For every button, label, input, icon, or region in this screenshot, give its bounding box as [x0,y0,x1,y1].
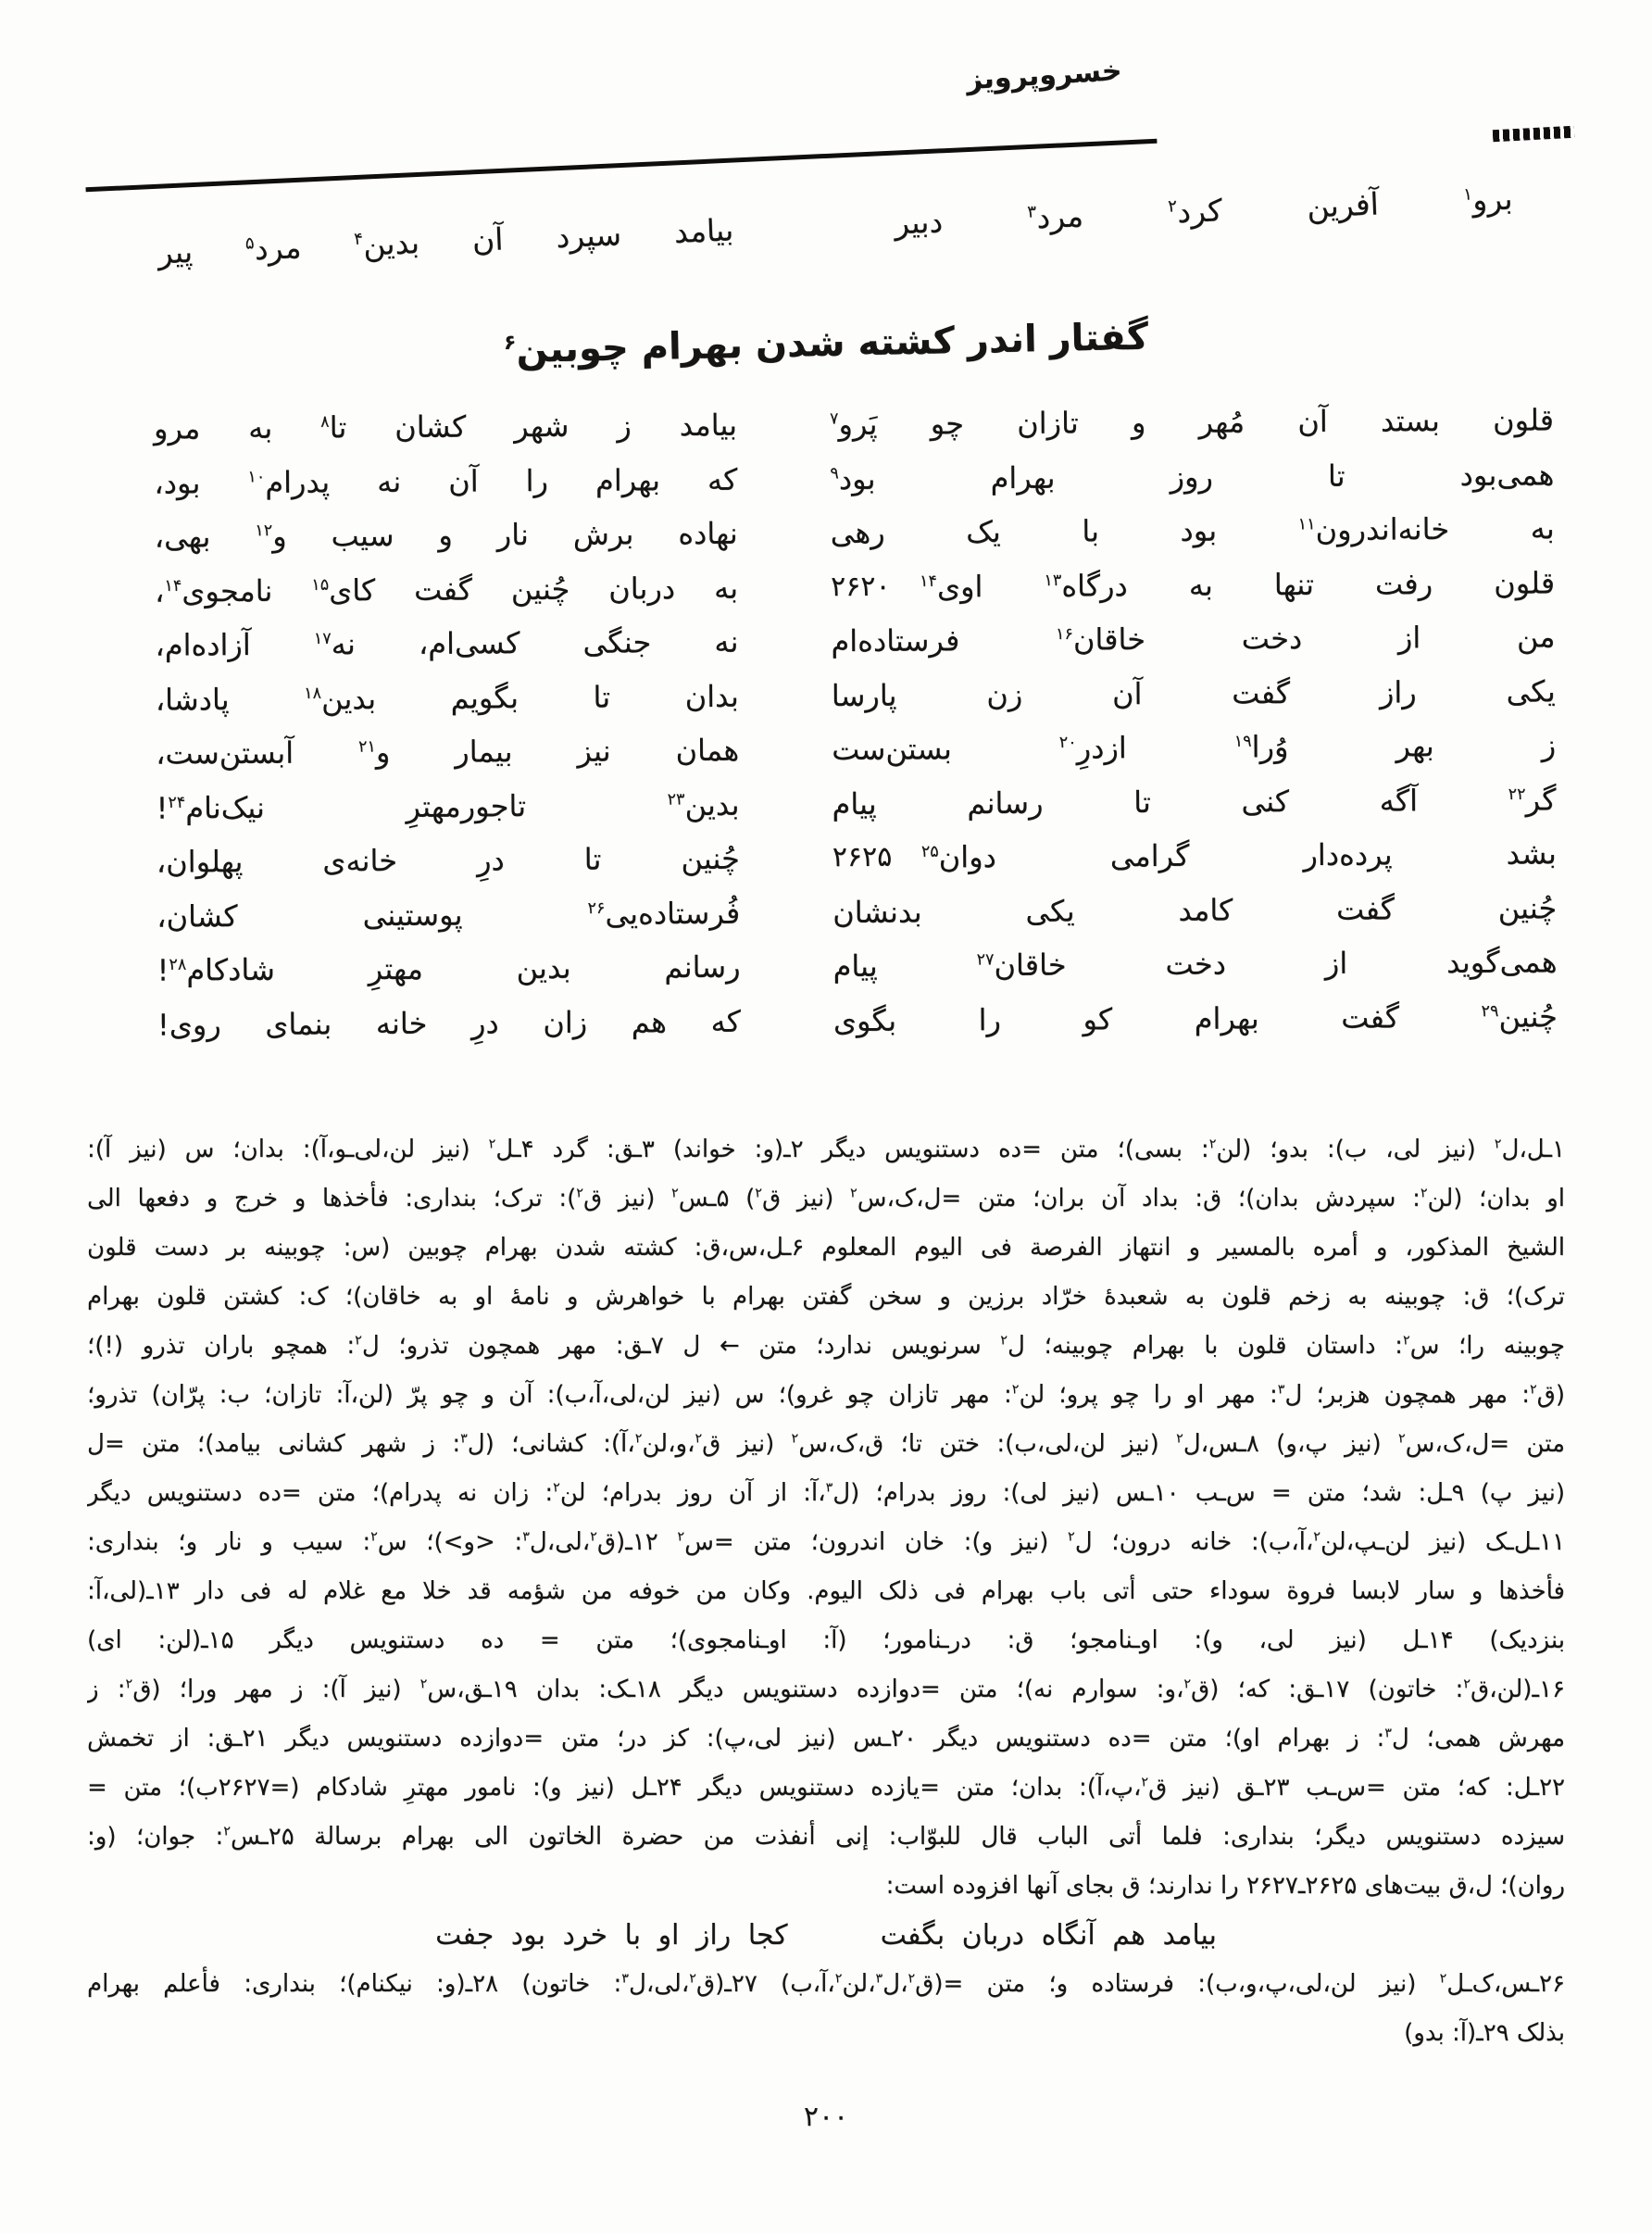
footnote-marker: ۳ [875,1971,883,1987]
apparatus-inset-verse [87,1911,1565,1960]
footnote-marker: ۲۰ [1058,733,1077,753]
footnote-marker: ۲ [1068,1529,1075,1545]
hemistich-right [832,726,1556,768]
verse-line [156,943,1557,1006]
hemistich-right [832,781,1556,822]
hemistich-left: نهاده برش نار و سیب و$^{۱۲}$ بهی، [154,515,738,555]
footnote-marker: ۲ [370,1529,378,1545]
footnote-marker: ۲ [1183,1676,1192,1692]
footnote-marker: ۲ [791,1431,799,1447]
footnote-marker: ۲۳ [667,789,685,810]
hemistich-right [831,618,1555,659]
footnote-marker: ۱۹ [1233,732,1252,751]
footnote-marker: ۲ [1313,1529,1320,1545]
footnote-marker: ۲ [355,1333,362,1349]
footnote-marker: ۱۲ [255,521,273,541]
apparatus-line: متن =ل،ک،س$^۲$ (نیز پ،و) ۸ـس،ل$^۲$ (نیز لن،لی،ب): ختن تا؛ ق،ک،س$^۲$ (نیز ق$^۲$،و،لن$^۲$،آ): کشانی؛ (ل$^۳$: ز شهر کشانی بیامد)؛ متن =ل [87,1430,1565,1458]
hemistich-right [831,564,1555,606]
footnote-marker: ۲۹ [1481,1001,1499,1021]
hemistich-right [830,401,1554,443]
hemistich-left: بدین$^{۲۳}$ تاجورمهترِ نیک‌نام$^{۲۴}$! [156,786,740,826]
footnote-marker: ۲ [576,1186,583,1201]
hemistich-left: که بهرام را آن نه پدرام$^{۱۰}$ بود، [154,461,738,501]
footnote-marker: ۲ [1463,1676,1471,1692]
footnote-marker: ۲ [1420,1186,1428,1201]
footnote-marker: ۶ [503,331,517,355]
section-title: گفتار اندر کشته شدن بهرام چوبین$^۶$ [503,315,1149,372]
apparatus-line: او بدان؛ (لن$^۲$: سپردش بدان)؛ ق: بداد آن بران؛ متن =ل،ک،س$^۲$ (نیز ق$^۲$) ۵ـس$^۲$ (نیز ق$^۲$): ترک؛ بنداری: فأخذها و خرج و دفعها الی [87,1185,1565,1212]
footnote-marker: ۲ [671,1186,679,1201]
verse-line [154,401,1554,464]
hemistich-right [832,672,1556,714]
hemistich-right-text: بشد پرده‌دار گرامی دوان$^{۲۵}$ [920,835,1557,875]
footnote-marker: ۲ [1141,1775,1149,1790]
footnote-marker: ۲ [1176,1431,1183,1447]
hemistich-left: بدان تا بگویم بدین$^{۱۸}$ پادشا، [155,678,739,718]
hemistich-left: چُنین تا درِ خانه‌ی پهلوان، [156,840,740,880]
footnote-marker: ۲ [223,1824,231,1839]
footnote-marker: ۲ [125,1676,133,1692]
footnote-marker: ۲۲ [1508,784,1526,804]
footnote-marker: ۹ [830,463,839,483]
poem-block [154,401,1558,1060]
apparatus-line: مهرش همی؛ ل$^۳$: ز بهرام او)؛ متن =ده دستنویس دیگر ۲۰ـس (نیز لی،پ): کز در؛ متن =دوازده دستنویس دیگر ۲۱ـق: از تخمش [87,1725,1565,1752]
hemistich-right-text: چُنین گفت کامد یکی بدنشان [832,889,1558,930]
hemistich-right-text: همی‌گوید از دخت خاقان$^{۲۷}$ پیام [832,944,1558,985]
opening-couplet-hemistich-left: بیامد سپرد آن بدین$^۴$ مرد$^۵$ پیر [156,211,734,271]
hemistich-right-text: به خانه‌اندرون$^{۱۱}$ بود با یک رهی [830,510,1555,551]
footnote-marker: ۲ [553,1480,560,1496]
hemistich-left: که هم زان درِ خانه بنمای روی! [156,1003,742,1043]
footnote-marker: ۲ [1402,1333,1410,1349]
hemistich-right [831,509,1555,551]
footnote-marker: ۲ [634,1431,643,1447]
hemistich-right [830,456,1554,497]
apparatus-line: روان)؛ ل،ق بیت‌های ۲۶۲۵ـ۲۶۲۷ را ندارند؛ ق بجای آنها افزوده است: [885,1872,1565,1900]
verse-line [156,835,1557,897]
footnote-marker: ۲ [1208,1136,1217,1152]
footnote-marker: ۲ [677,1529,685,1545]
verse-line [154,456,1554,519]
opening-couplet [157,181,1513,271]
verse-line [155,618,1555,681]
footnote-marker: ۲ [1397,1431,1406,1447]
footnote-marker: ۳ [621,1971,629,1987]
footnote-marker: ۳ [1026,202,1037,222]
hemistich-left: به دربان چُنین گفت کای$^{۱۵}$ نامجوی$^{۱۴}$، [154,570,739,609]
hemistich-right-text: گر$^{۲۲}$ آگه کنی تا رسانم پیام [832,781,1557,822]
hemistich-left: همان نیز بیمار و$^{۲۱}$ آبستن‌ست، [156,732,740,772]
hemistich-right-text: قلون رفت تنها به درگاه$^{۱۳}$ اوی$^{۱۴}$ [919,564,1556,604]
scan-edge-artifact [1493,126,1575,143]
footnote-marker: ۸ [320,412,330,432]
apparatus-line: ۱ـل،ل$^۲$ (نیز لی، ب): بدو؛ (لن$^۲$: بسی)؛ متن =ده دستنویس دیگر ۲ـ(و: خواند) ۳ـق: گرد ۴ـل$^۲$ (نیز لن،لی‌ـو،آ): بدان؛ س (نیز آ): [87,1136,1565,1163]
footnote-marker: ۲ [834,1971,843,1987]
footnote-marker: ۲ [1494,1136,1502,1152]
hemistich-left: نه جنگی کسی‌ام، نه$^{۱۷}$ آزاده‌ام، [155,623,739,663]
footnote-marker: ۱۱ [1297,515,1316,534]
hemistich-left: رسانم بدین مهترِ شادکام$^{۲۸}$! [156,948,741,988]
footnote-marker: ۷ [829,409,839,429]
footnote-marker: ۲ [1000,1333,1007,1349]
apparatus-line: بنزدیک) ۱۴ـل (نیز لی، و): اوـنامجو؛ ق: درـنامور؛ (آ: اوـنامجوی)؛ متن = ده دستنویس دیگر ۱۵ـ(لن: ای) [87,1626,1565,1654]
footnote-marker: ۲ [488,1136,496,1152]
page-number: ۲۰۰ [803,2101,849,2133]
hemistich-right [832,889,1557,931]
hemistich-right [832,943,1557,985]
verse-line [156,672,1556,735]
footnote-marker: ۲ [419,1676,428,1692]
hemistich-right [833,998,1558,1039]
footnote-marker: ۱۶ [1055,624,1073,645]
footnote-marker: ۲۱ [357,737,376,757]
footnote-marker: ۲ [850,1186,857,1201]
footnote-marker: ۲ [689,1971,696,1987]
apparatus-line: (ق$^۲$: مهر همچون هزبر؛ ل$^۳$: مهر او را چو پرو؛ لن$^۲$: مهر تازان چو غرو)؛ س (نیز لن،لی،آ،ب): آن و چو پرّ (لن،آ: تازان؛ ب: پرّان) تذرو؛ [87,1381,1565,1409]
footnote-marker: ۱۴ [919,571,937,591]
footnote-marker: ۳ [1384,1726,1392,1741]
apparatus-line: چوبینه را؛ س$^۲$: داستان قلون با بهرام چوبینه؛ ل$^۲$ سرنویس ندارد؛ متن ← ل ۷ـق: مهر همچون تذرو؛ ل$^۲$: همچو باران تذرو (!)؛ [87,1332,1565,1360]
hemistich-right-text: من از دخت خاقان$^{۱۶}$ فرستاده‌ام [831,619,1556,659]
footnote-marker: ۲ [755,1186,762,1201]
footnote-marker: ۲۷ [976,950,995,970]
footnote-marker: ۱۰ [247,467,266,486]
apparatus-line: بذلک ۲۹ـ(آ: بدو) [1404,2019,1565,2047]
hemistich-right-text: یکی راز گفت آن زن پارسا [831,672,1556,713]
footnote-marker: ۲ [1529,1382,1537,1398]
hemistich-right-text: چُنین$^{۲۹}$ گفت بهرام کو را بگوی [832,998,1558,1038]
verse-number: ۲۶۲۵ [832,840,893,874]
inset-verse-hemistich-right: بیامد هم آنگاه دربان بگفت [880,1919,1217,1952]
hemistich-right [832,835,1557,876]
footnote-marker: ۱۷ [313,629,332,648]
footnote-marker: ۱۴ [164,576,182,596]
opening-couplet-hemistich-right: برو$^۱$ آفرین کرد$^۲$ مرد$^۳$ دبیر [894,180,1514,242]
hemistich-right-text: قلون بستد آن مُهر و تازان چو پَرو$^۷$ [829,402,1555,443]
footnote-marker: ۲ [1439,1971,1447,1987]
apparatus-line: سیزده دستنویس دیگر؛ بنداری: فلما أتی الباب قال للبوّاب: إنی أنفذت من حضرة الخاتون الی بهرام برسالة ۲۵ـس$^۲$: جوان؛ (و: [87,1823,1565,1851]
footnote-marker: ۳ [825,1480,833,1496]
footnote-marker: ۲ [1167,196,1178,217]
apparatus-line: ۱۱ـل‌ـک (نیز لن‌ـپ،لن$^۲$،آ،ب): خانه درون؛ ل$^۲$ (نیز و): خان اندرون؛ متن =س$^۲$ ۱۲ـ(ق$^۲$،لی،ل$^۳$: <و>)؛ س$^۲$: سیب و نار و؛ بنداری: [87,1528,1565,1556]
verse-line [156,889,1557,952]
verse-line [155,564,1555,627]
hemistich-left: فُرستاده‌یی$^{۲۶}$ پوستینی کشان، [156,895,741,935]
verse-number: ۲۶۲۰ [830,570,891,603]
header-rule [85,139,1157,193]
verse-line [155,509,1555,572]
footnote-marker: ۲۶ [587,898,606,918]
footnote-marker: ۳ [460,1431,468,1447]
footnote-marker: ۲۸ [169,955,187,974]
footnote-marker: ۱ [1462,184,1473,205]
footnote-marker: ۱۸ [304,684,322,703]
hemistich-left: بیامد ز شهر کشان تا$^۸$ به مرو [153,407,738,446]
footnote-marker: ۳ [1277,1382,1285,1398]
apparatus-line: ترک)؛ ق: چوبینه به زخم قلون به شعبدهٔ خرّاد برزین و سخن گفتن بهرام با خواهرش و نامهٔ او به خاقان)؛ ک: کشتن قلون بهرام [87,1283,1565,1311]
footnote-marker: ۲ [695,1431,703,1447]
apparatus-line: ۲۶ـس،ک‌ـل$^۲$ (نیز لن،لی،پ،و،ب): فرستاده و؛ متن =(ق$^۲$،ل$^۳$،لن$^۲$،آ،ب) ۲۷ـ(ق$^۲$،لی،ل$^۳$: خاتون) ۲۸ـ(و: نیکنام)؛ بنداری: فأعلم بهرام [87,1970,1565,1998]
apparatus-line: الشیخ المذکور، و أمره بالمسیر و انتهاز الفرصة فی الیوم المعلوم ۶ـل،س،ق: کشته شدن بهرام چوبین (س: چوبینه بر دست قلون [87,1234,1565,1261]
footnote-marker: ۱۵ [311,575,330,595]
critical-apparatus [87,1125,1565,2058]
inset-verse-hemistich-left: کجا راز او با خرد بود جفت [435,1919,788,1952]
hemistich-right-text: ز بهر وُرا$^{۱۹}$ ازدرِ$^{۲۰}$ بستن‌ست [832,727,1557,768]
footnote-marker: ۲۵ [920,842,939,861]
footnote-marker: ۲۴ [168,793,186,812]
apparatus-line: ۱۶ـ(لن،ق$^۲$: خاتون) ۱۷ـق: که؛ (ق$^۲$،و: سوارم نه)؛ متن =دوازده دستنویس دیگر ۱۸ـک: بدان ۱۹ـق،س$^۲$ (نیز آ): ز مهر ورا؛ (ق$^۲$: ز [87,1676,1565,1703]
footnote-marker: ۲ [590,1529,597,1545]
footnote-marker: ۳ [522,1529,530,1545]
apparatus-line: (نیز پ) ۹ـل: شد؛ متن = س‌ـب ۱۰ـس (نیز لی): روز بدرام؛ (ل$^۳$،آ: از آن روز بدرام؛ لن$^۲$: زان نه پدرام)؛ متن =ده دستنویس دیگر [87,1479,1565,1507]
apparatus-line: ۲۲ـل: که؛ متن =س‌ـب ۲۳ـق (نیز ق$^۲$،پ،آ): بدان؛ متن =یازده دستنویس دیگر ۲۴ـل (نیز و): نامور مهترِ شادکام (=۲۶۲۷ب)؛ متن = [87,1774,1565,1801]
hemistich-right-text: همی‌بود تا روز بهرام بود$^۹$ [830,456,1555,496]
verse-line [156,726,1556,789]
running-header: خسروپرویز [965,54,1123,97]
verse-line [157,998,1558,1061]
apparatus-line: فأخذها و سار لابسا فروة سوداء حتی أتی باب بهرام فی ذلک الیوم. وکان من خوفه من شؤمه قد خلا مع غلام له فی دار ۱۳ـ(لی،آ: [87,1577,1565,1605]
footnote-marker: ۵ [244,233,255,254]
footnote-marker: ۲ [907,1971,916,1987]
footnote-marker: ۲ [1011,1382,1020,1398]
verse-line [156,781,1556,844]
footnote-marker: ۴ [353,229,364,249]
footnote-marker: ۱۳ [1044,571,1062,590]
